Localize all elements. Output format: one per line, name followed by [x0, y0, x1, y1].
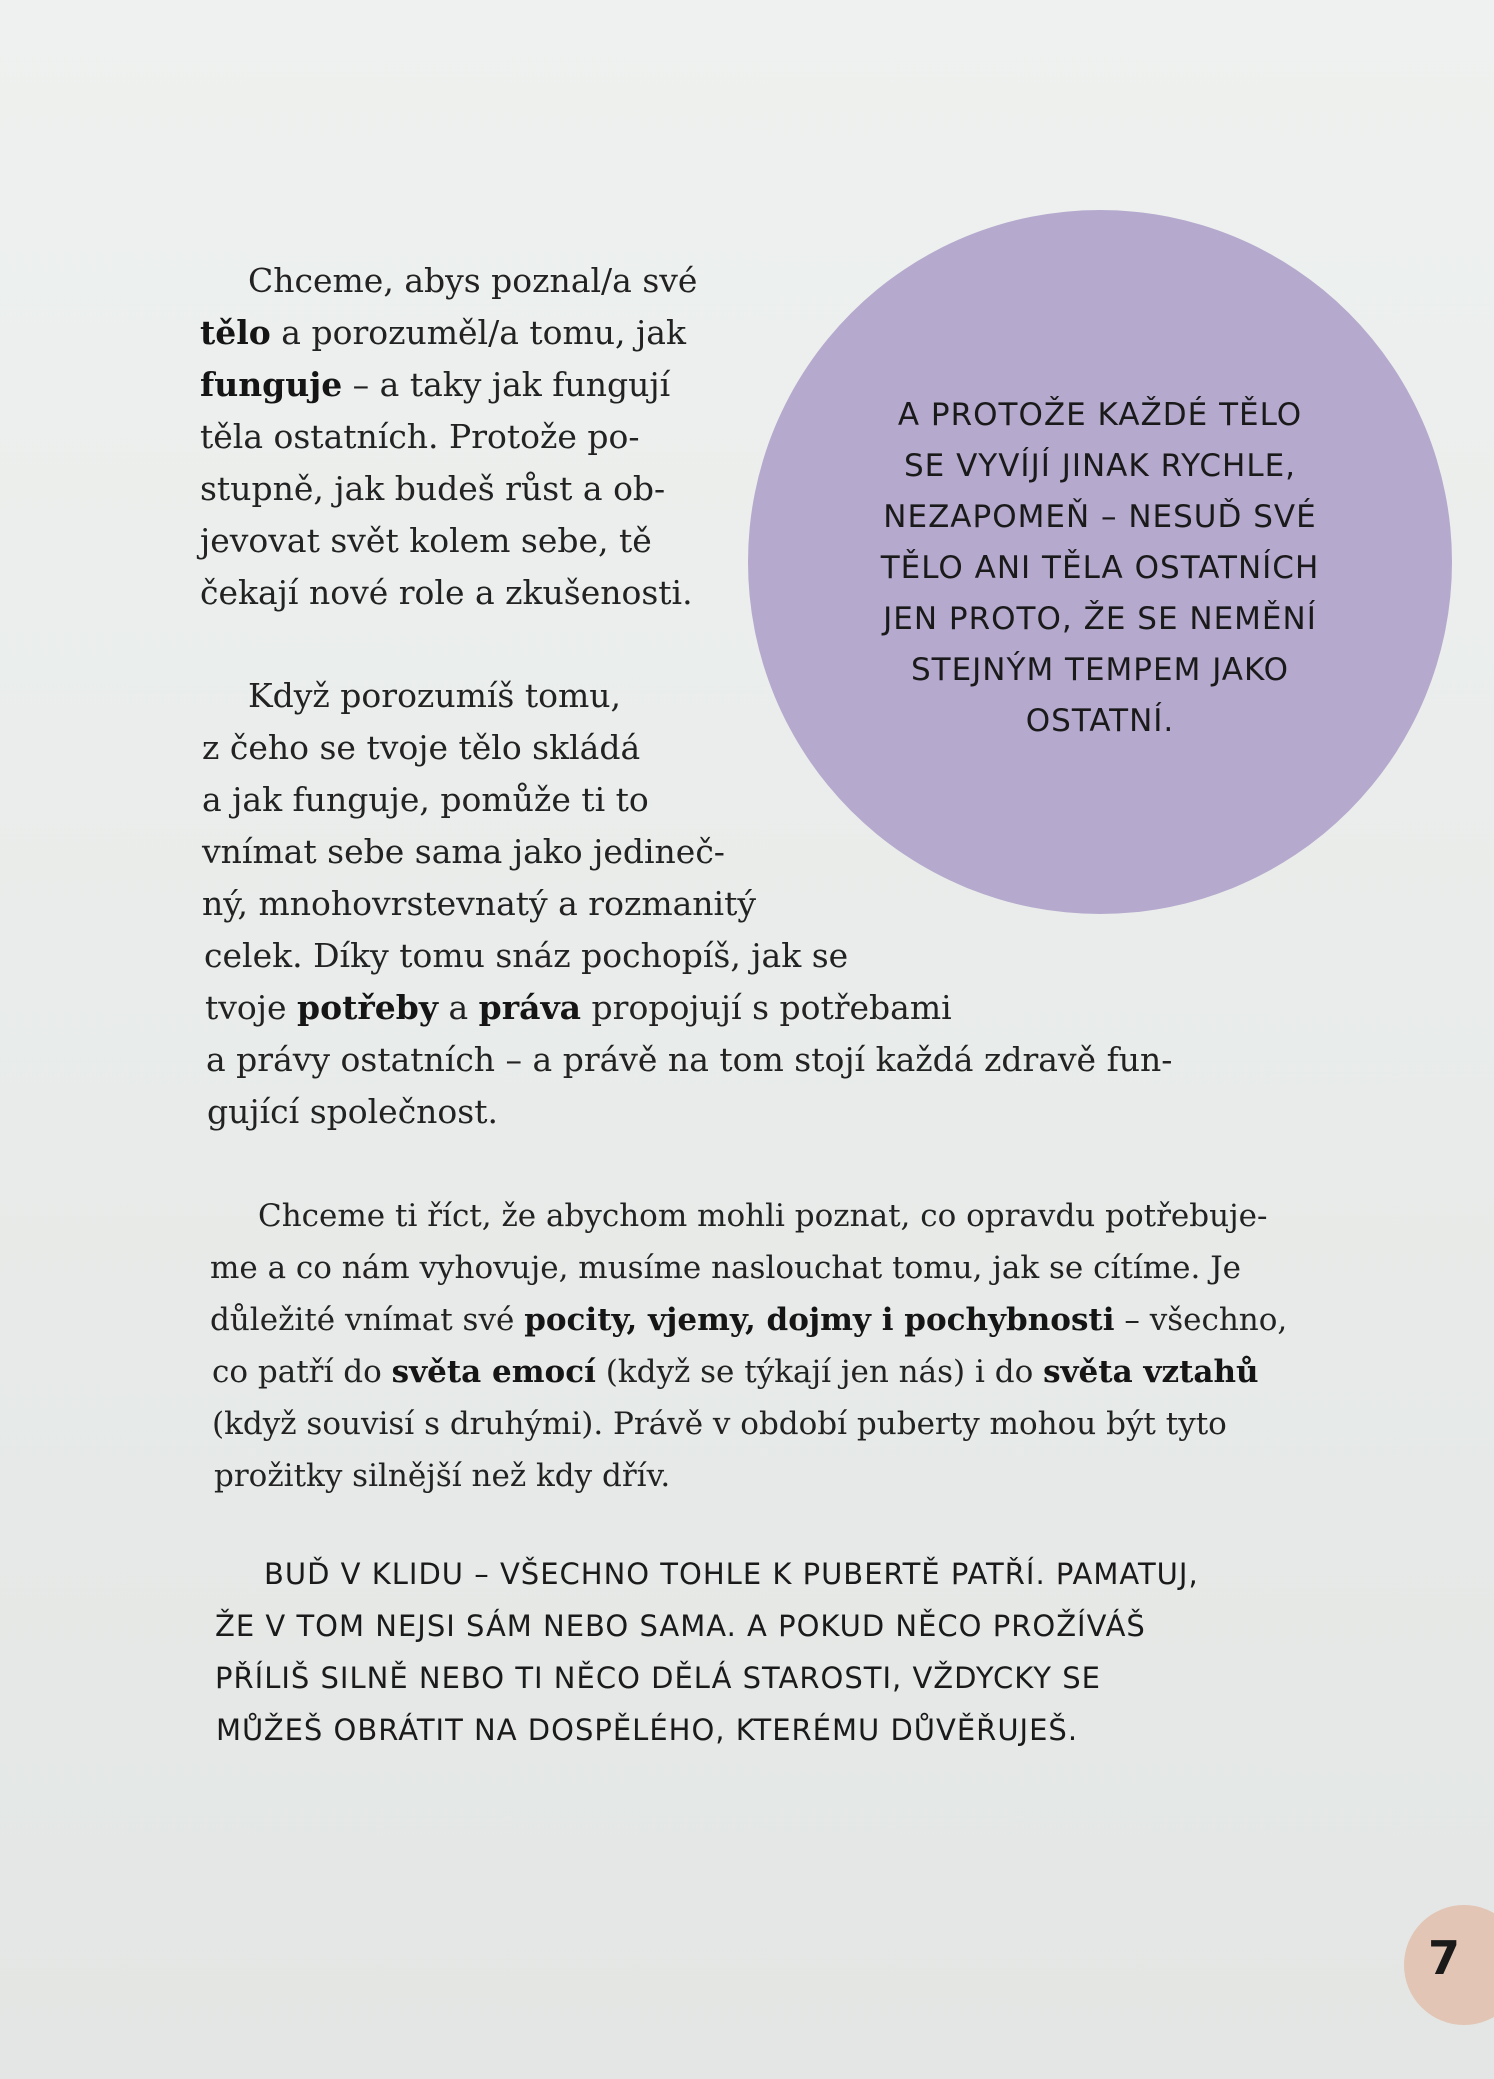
callout-line: SE VYVÍJÍ JINAK RYCHLE,: [903, 448, 1297, 484]
callout-line: NEZAPOMEŇ – NESUĎ SVÉ: [883, 499, 1317, 535]
text-line: důležité vnímat své pocity, vjemy, dojmy i pochybnosti – všechno,: [210, 1302, 1288, 1338]
callout-line: JEN PROTO, ŽE SE NEMĚNÍ: [883, 601, 1317, 637]
text-line: tělo a porozuměl/a tomu, jak: [200, 313, 686, 352]
text-line: celek. Díky tomu snáz pochopíš, jak se: [204, 936, 849, 975]
text-line: Chceme, abys poznal/a své: [248, 261, 698, 300]
text-line: funguje – a taky jak fungují: [200, 365, 671, 404]
bold-term: potřeby: [297, 988, 438, 1027]
text-line: me a co nám vyhovuje, musíme naslouchat tomu, jak se cítíme. Je: [210, 1250, 1242, 1286]
callout-line: OSTATNÍ.: [1025, 703, 1175, 739]
text-line: PŘÍLIŠ SILNĚ NEBO TI NĚCO DĚLÁ STAROSTI, VŽDYCKY SE: [215, 1661, 1101, 1695]
callout-text: [820, 390, 1380, 747]
text-line: čekají nové role a zkušenosti.: [200, 573, 693, 612]
page-number: 7: [1427, 1931, 1460, 1985]
text-line: těla ostatních. Protože po-: [200, 417, 640, 456]
bold-term: pocity, vjemy, dojmy i pochybnosti: [524, 1302, 1115, 1338]
text-line: a jak funguje, pomůže ti to: [202, 780, 649, 819]
callout-line: A PROTOŽE KAŽDÉ TĚLO: [897, 397, 1303, 433]
text-line: z čeho se tvoje tělo skládá: [202, 728, 641, 767]
bold-term: světa vztahů: [1043, 1354, 1259, 1390]
callout-line: TĚLO ANI TĚLA OSTATNÍCH: [880, 550, 1320, 586]
text-line: a právy ostatních – a právě na tom stojí každá zdravě fun-: [206, 1040, 1173, 1079]
text-line: MŮŽEŠ OBRÁTIT NA DOSPĚLÉHO, KTERÉMU DŮVĚŘUJEŠ.: [216, 1713, 1079, 1747]
text-line: jevovat svět kolem sebe, tě: [200, 521, 652, 560]
text-line: ný, mnohovrstevnatý a rozmanitý: [202, 884, 757, 923]
text-line: stupně, jak budeš růst a ob-: [200, 469, 666, 508]
callout-line: STEJNÝM TEMPEM JAKO: [910, 652, 1290, 688]
text-line: (když souvisí s druhými). Právě v období puberty mohou být tyto: [212, 1406, 1227, 1442]
text-line: vnímat sebe sama jako jedineč-: [202, 832, 725, 871]
text-line: tvoje potřeby a práva propojují s potřebami: [205, 988, 952, 1027]
bold-term: světa emocí: [391, 1354, 596, 1390]
text-line: BUĎ V KLIDU – VŠECHNO TOHLE K PUBERTĚ PATŘÍ. PAMATUJ,: [264, 1557, 1199, 1591]
bold-term: práva: [478, 988, 582, 1027]
text-line: co patří do světa emocí (když se týkají jen nás) i do světa vztahů: [212, 1354, 1259, 1390]
text-line: ŽE V TOM NEJSI SÁM NEBO SAMA. A POKUD NĚCO PROŽÍVÁŠ: [215, 1609, 1146, 1643]
bold-term: funguje: [200, 365, 343, 404]
text-line: gující společnost.: [207, 1092, 498, 1131]
text-line: prožitky silnější než kdy dřív.: [214, 1458, 671, 1494]
text-line: Když porozumíš tomu,: [248, 676, 622, 715]
text-line: Chceme ti říct, že abychom mohli poznat, co opravdu potřebuje-: [258, 1198, 1268, 1234]
bold-term: tělo: [200, 313, 271, 352]
